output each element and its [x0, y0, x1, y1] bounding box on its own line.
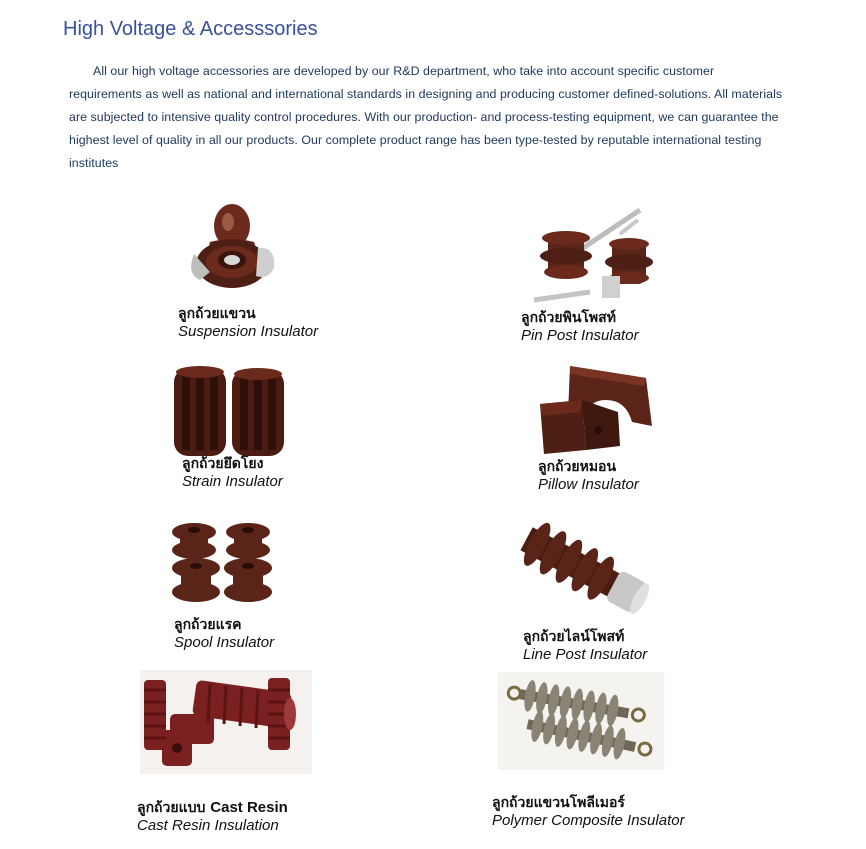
product-english-name: Strain Insulator [182, 473, 283, 490]
product-thai-name: ลูกถ้วยแบบ Cast Resin [137, 799, 288, 816]
strain-insulator-photo [162, 362, 300, 456]
intro-paragraph [69, 60, 784, 175]
product-thai-name: ลูกถ้วยแขวน [178, 306, 256, 322]
product-caption [174, 618, 274, 650]
product-caption [178, 307, 318, 339]
pin-post-insulator-photo [520, 204, 670, 306]
product-english-name: Line Post Insulator [523, 646, 648, 663]
cast-resin-insulation-photo [140, 670, 312, 774]
line-post-insulator-photo [508, 516, 658, 626]
intro-text: All our high voltage accessories are developed by our R&D department, who take into account specific customer requirements as well as national and international standards in designing and producing customer defined-solutions. All materials are subjected to intensive quality control procedures. With our production- and process-testing equipment, we can guarantee the highest level of quality in all our products. Our complete product range has been type-tested by reputable international testing institutes [69, 64, 783, 170]
product-english-name: Polymer Composite Insulator [492, 812, 685, 829]
product-caption [492, 796, 685, 828]
product-thai-name: ลูกถ้วยแขวนโพลีเมอร์ [492, 795, 625, 811]
product-thai-name: ลูกถ้วยพินโพสท์ [521, 310, 616, 326]
product-caption [137, 800, 288, 833]
spool-insulator-photo [166, 518, 278, 610]
pillow-insulator-photo [536, 360, 658, 456]
product-thai-name: ลูกถ้วยยึดโยง [182, 456, 264, 472]
product-english-name: Pillow Insulator [538, 476, 639, 493]
product-thai-name: ลูกถ้วยไลน์โพสท์ [523, 629, 625, 645]
product-english-name: Pin Post Insulator [521, 327, 639, 344]
page-title: High Voltage & Accesssories [63, 18, 318, 40]
product-caption [538, 460, 639, 492]
product-thai-name: ลูกถ้วยหมอน [538, 459, 617, 475]
suspension-insulator-photo [180, 196, 280, 300]
product-english-name: Cast Resin Insulation [137, 817, 279, 834]
product-english-name: Spool Insulator [174, 634, 275, 651]
polymer-composite-insulator-photo [498, 672, 664, 770]
product-english-name: Suspension Insulator [178, 323, 319, 340]
product-thai-name: ลูกถ้วยแรค [174, 617, 242, 633]
product-caption [182, 457, 283, 489]
product-caption [523, 630, 647, 662]
product-caption [521, 311, 639, 343]
